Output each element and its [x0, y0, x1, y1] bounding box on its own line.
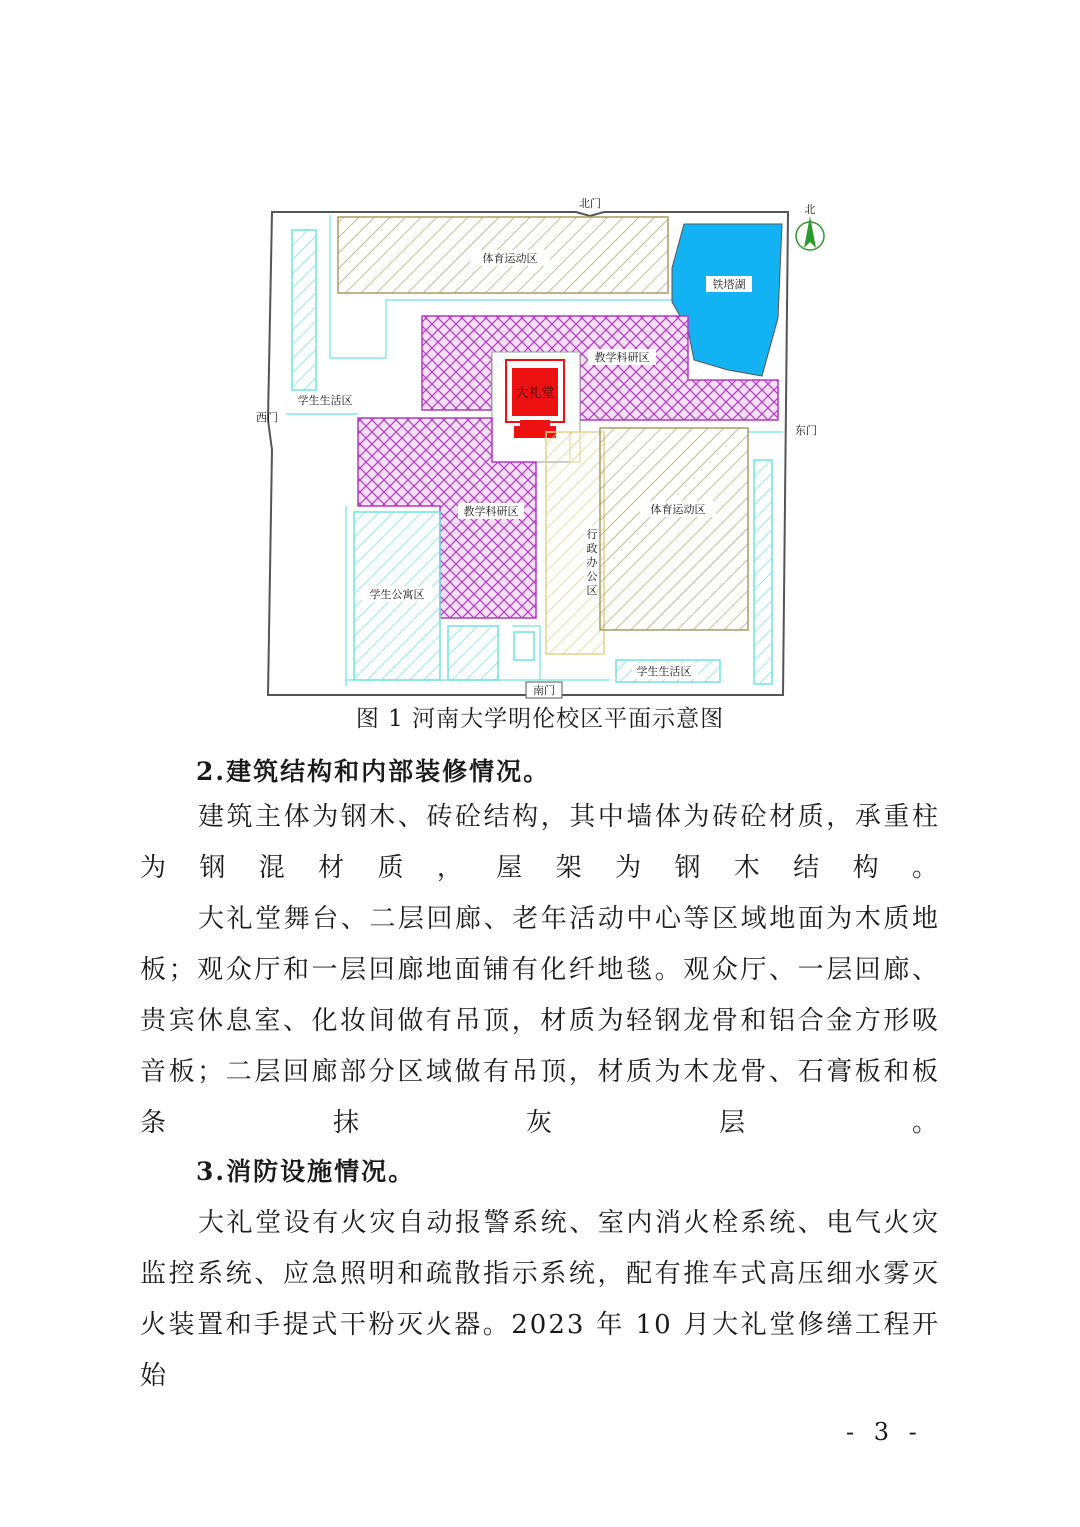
- label-teaching-north: 教学科研区: [594, 351, 650, 364]
- campus-map-figure: [0, 0, 1080, 700]
- label-sports-north: 体育运动区: [482, 252, 538, 265]
- label-student-life-west: 学生生活区: [297, 394, 353, 407]
- label-auditorium: 大礼堂: [515, 386, 555, 401]
- svg-text:区: 区: [586, 584, 598, 597]
- section-heading-building-structure: 2.建筑结构和内部装修情况。: [196, 757, 551, 786]
- label-lake: 铁塔湖: [712, 278, 746, 291]
- svg-text:公: 公: [586, 570, 598, 583]
- label-south-gate: 南门: [533, 684, 555, 697]
- north-arrow-icon: [796, 203, 824, 250]
- page-number: - 3 -: [846, 1418, 923, 1446]
- zone-student-block: [514, 632, 534, 660]
- label-north-gate: 北门: [579, 197, 601, 210]
- label-teaching-west: 教学科研区: [463, 505, 519, 518]
- zone-student-life-west: [292, 230, 316, 390]
- label-apartment: 学生公寓区: [369, 588, 425, 601]
- paragraph-decoration: 大礼堂舞台、二层回廊、老年活动中心等区域地面为木质地板；观众厅和一层回廊地面铺有化纤地毯。观众厅、一层回廊、贵宾休息室、化妆间做有吊顶，材质为轻钢龙骨和铝合金方形吸音板；二层回廊部分区域做有吊顶，材质为木龙骨、石膏板和板条抹灰层。: [140, 904, 940, 1138]
- svg-text:北: 北: [804, 203, 816, 216]
- zone-student-block: [448, 626, 498, 680]
- paragraph-structure: 建筑主体为钢木、砖砼结构，其中墙体为砖砼材质，承重柱为钢混材质，屋架为钢木结构。: [140, 802, 940, 883]
- label-sports-east: 体育运动区: [650, 503, 706, 516]
- zone-sports-east: [600, 428, 748, 630]
- svg-text:办: 办: [586, 556, 598, 569]
- paragraph-fire-facilities: 大礼堂设有火灾自动报警系统、室内消火栓系统、电气火灾监控系统、应急照明和疏散指示系统，配有推车式高压细水雾灭火装置和手提式干粉灭火器。2023 年 10 月大礼堂修缮工程开始: [140, 1208, 940, 1391]
- label-west-gate: 西门: [256, 411, 278, 424]
- label-admin: [587, 528, 599, 597]
- zone-student-east: [754, 460, 772, 684]
- label-east-gate: 东门: [795, 424, 817, 437]
- label-student-life-south: 学生生活区: [636, 665, 692, 678]
- svg-text:政: 政: [586, 542, 598, 555]
- figure-caption: 图 1 河南大学明伦校区平面示意图: [355, 706, 725, 732]
- section-heading-fire-facilities: 3.消防设施情况。: [196, 1157, 416, 1186]
- svg-text:行: 行: [586, 528, 598, 541]
